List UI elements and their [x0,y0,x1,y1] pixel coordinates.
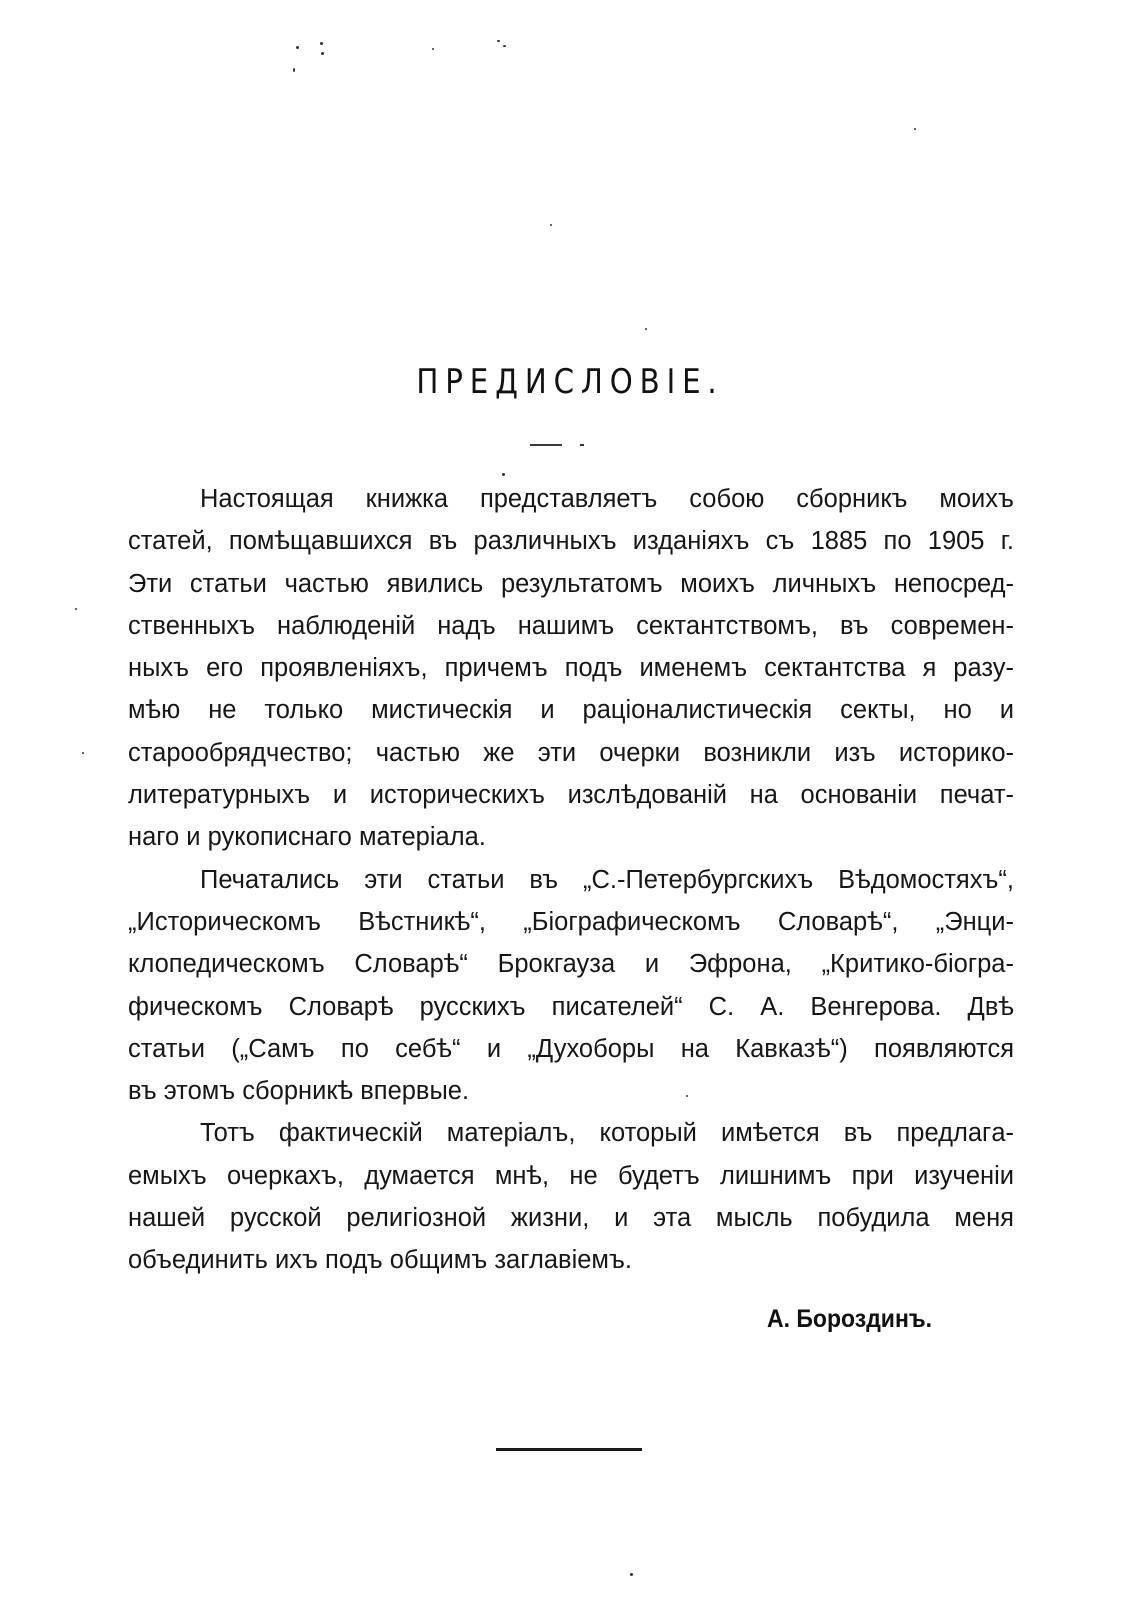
text-line: емыхъ очеркахъ, думается мнѣ, не будетъ лишнимъ при изученіи [128,1161,1014,1190]
text-line: Эти статьи частью явились результатомъ моихъ личныхъ непосред- [128,569,1014,598]
paragraph-3 [128,1112,1014,1281]
paragraph-2 [128,859,1014,1113]
preface-body [128,478,1014,1282]
page-title: ПРЕДИСЛОВІЕ. [416,362,724,402]
text-line: Настоящая книжка представляетъ собою сборникъ моихъ [200,485,1014,513]
title-divider-dot [580,444,584,446]
scan-speck [321,52,324,55]
scan-speck [630,1573,633,1576]
scan-speck [914,128,916,130]
author-signature: А. Бороздинъ. [767,1305,932,1333]
text-line: статей, помѣщавшихся въ различныхъ изданіяхъ съ 1885 по 1905 г. [128,527,1014,556]
text-line: фическомъ Словарѣ русскихъ писателей“ С. А. Венгерова. Двѣ [128,992,1014,1021]
scan-speck [75,608,77,610]
text-line: Печатались эти статьи въ „С.-Петербургскихъ Вѣдомостяхъ“, [200,865,1014,894]
end-rule [496,1448,642,1451]
scan-speck [432,48,434,50]
scan-speck [645,328,647,330]
text-line: статьи („Самъ по себѣ“ и „Духоборы на Кавказѣ“) появляются [128,1034,1014,1063]
text-line: старообрядчество; частью же эти очерки возникли изъ историко- [128,738,1014,767]
text-line: нашей русской религіозной жизни, и эта мысль побудила меня [128,1204,1014,1233]
scan-speck [82,752,84,754]
scan-speck [503,45,506,47]
scan-speck [497,40,500,42]
scan-speck [502,473,505,476]
text-line: въ этомъ сборникѣ впервые. [128,1077,470,1106]
text-line: объединить ихъ подъ общимъ заглавіемъ. [128,1246,632,1275]
title-divider [530,444,562,446]
scan-speck [296,46,299,49]
text-line: наго и рукописнаго матеріала. [128,823,486,852]
text-line: клопедическомъ Словарѣ“ Брокгауза и Эфрона, „Критико-біогра- [128,950,1014,979]
text-line: мѣю не только мистическія и раціоналистическія секты, но и [128,696,1014,725]
text-line: Тотъ фактическій матеріалъ, который имѣется въ предлагa- [200,1119,1014,1148]
scan-speck [550,224,552,226]
scan-speck [293,68,295,72]
text-line: литературныхъ и историческихъ изслѣдованій на основаніи печат- [128,781,1014,810]
paragraph-1 [128,478,1014,859]
text-line: ственныхъ наблюденій надъ нашимъ сектантствомъ, въ современ- [128,611,1014,640]
text-line: „Историческомъ Вѣстникѣ“, „Біографическомъ Словарѣ“, „Энци- [128,907,1014,936]
text-line: ныхъ его проявленіяхъ, причемъ подъ именемъ сектантства я разу- [128,654,1014,683]
scan-speck [320,42,323,45]
